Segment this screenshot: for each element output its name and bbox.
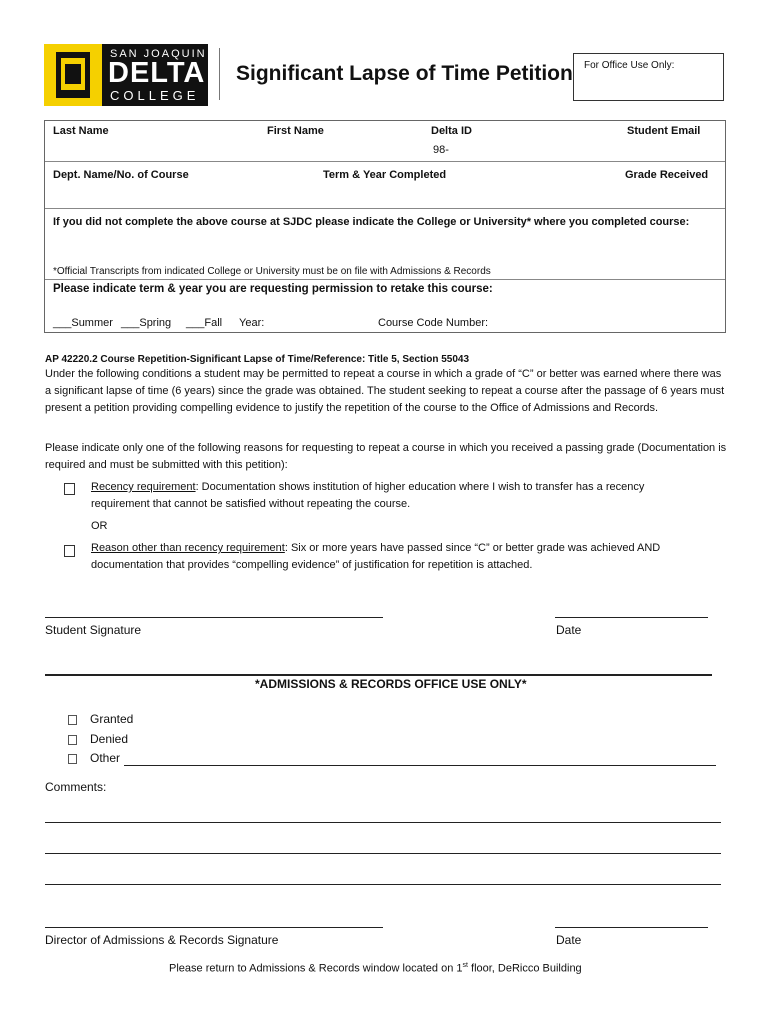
footer-text-before: Please return to Admissions & Records window located on 1	[169, 962, 463, 975]
course-code-field[interactable]: Course Code Number:	[378, 317, 489, 329]
student-signature-line[interactable]	[45, 617, 383, 618]
last-name-header: Last Name	[53, 125, 109, 137]
header-divider	[219, 48, 220, 100]
dept-course-header: Dept. Name/No. of Course	[53, 169, 189, 181]
spring-option[interactable]: ___Spring	[121, 317, 172, 329]
year-field[interactable]: Year:	[239, 317, 265, 329]
denied-checkbox[interactable]	[68, 735, 77, 745]
footer-text-after: floor, DeRicco Building	[467, 962, 582, 975]
summer-option[interactable]: ___Summer	[53, 317, 113, 329]
college-question: If you did not complete the above course at SJDC please indicate the College or University* where you completed course:	[53, 216, 690, 228]
reason-other-title: Reason other than recency requirement	[91, 542, 285, 554]
other-label: Other	[90, 751, 121, 765]
student-signature-label: Student Signature	[45, 623, 142, 637]
or-label: OR	[91, 520, 108, 532]
course-info-table	[44, 120, 726, 333]
student-date-line[interactable]	[555, 617, 708, 618]
director-date-line[interactable]	[555, 927, 708, 928]
delta-id-header: Delta ID	[431, 125, 472, 137]
policy-heading: AP 42220.2 Course Repetition-Significant Lapse of Time/Reference: Title 5, Section 55043	[45, 354, 470, 365]
logo-emblem-icon	[44, 44, 102, 106]
office-use-box	[573, 53, 724, 101]
reason-recency	[91, 479, 691, 513]
first-name-header: First Name	[267, 125, 324, 137]
policy-instruction: Please indicate only one of the following reasons for requesting to repeat a course in which you received a passing grade (Documentation is required and must be submitted with this petition):	[45, 442, 727, 471]
granted-checkbox[interactable]	[68, 715, 77, 725]
transcript-note: *Official Transcripts from indicated College or University must be on file with Admissions & Records	[53, 266, 491, 277]
comments-line-3[interactable]	[45, 884, 721, 885]
denied-label: Denied	[90, 732, 129, 746]
office-only-heading: *ADMISSIONS & RECORDS OFFICE USE ONLY*	[255, 677, 527, 691]
other-reason-checkbox[interactable]	[64, 545, 75, 557]
reason-other	[91, 540, 716, 574]
college-logo	[44, 44, 208, 106]
office-section-divider	[45, 674, 712, 676]
reason-recency-text: : Documentation shows institution of higher education where I wish to transfer has a recency requirement that cannot be satisfied without repeating the course.	[91, 481, 645, 510]
comments-label: Comments:	[45, 780, 107, 794]
comments-line-1[interactable]	[45, 822, 721, 823]
other-line[interactable]	[124, 765, 716, 766]
delta-id-field[interactable]: 98-	[433, 144, 449, 156]
reason-other-text: : Six or more years have passed since “C” or better grade was achieved AND documentation that provides “compelling evidence” of justification for repetition is attached.	[91, 542, 661, 571]
logo-line1: SAN JOAQUIN	[110, 48, 207, 60]
footer-note	[169, 962, 582, 975]
office-use-label: For Office Use Only:	[584, 60, 675, 71]
grade-received-header: Grade Received	[625, 169, 709, 181]
comments-line-2[interactable]	[45, 853, 721, 854]
footer-superscript: st	[462, 962, 468, 969]
logo-line3: COLLEGE	[110, 88, 200, 103]
recency-checkbox[interactable]	[64, 483, 75, 495]
term-year-header: Term & Year Completed	[323, 169, 447, 181]
page-title: Significant Lapse of Time Petition	[236, 62, 573, 85]
reason-recency-title: Recency requirement	[91, 481, 196, 493]
fall-option[interactable]: ___Fall	[186, 317, 223, 329]
logo-line2: DELTA	[108, 57, 206, 89]
retake-question: Please indicate term & year you are requesting permission to retake this course:	[53, 283, 493, 295]
director-date-label: Date	[556, 933, 582, 947]
granted-label: Granted	[90, 712, 134, 726]
director-signature-label: Director of Admissions & Records Signature	[45, 933, 279, 947]
student-email-header: Student Email	[627, 125, 701, 137]
student-date-label: Date	[556, 623, 582, 637]
policy-body: Under the following conditions a student may be permitted to repeat a course in which a grade of “C” or better was earned where there was a significant lapse of time (6 years) since the grade was obtained. The student seeking to repeat a course after the passage of 6 years must present a petition providing compelling evidence to justify the repetition of the course to the Office of Admissions and Records.	[45, 368, 725, 414]
other-checkbox[interactable]	[68, 754, 77, 764]
director-signature-line[interactable]	[45, 927, 383, 928]
